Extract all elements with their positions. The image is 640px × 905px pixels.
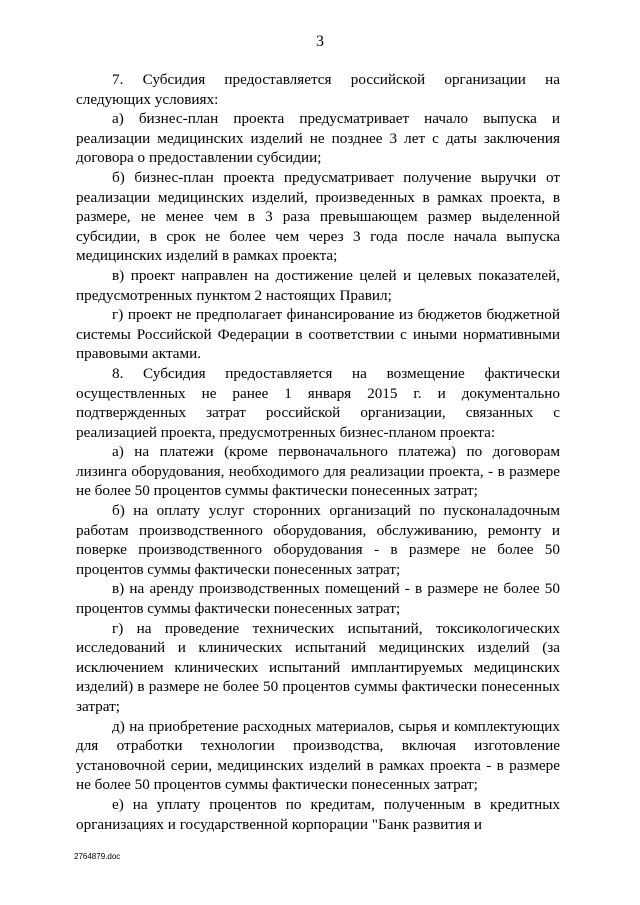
page-number: 3: [316, 33, 324, 50]
paragraph-8a: а) на платежи (кроме первоначального платежа) по договорам лизинга оборудования, необходимого для реализации проекта, - в размере не более 50 процентов суммы фактически понесенных затрат;: [76, 443, 560, 500]
paragraph-8b: б) на оплату услуг сторонних организаций по пусконаладочным работам производственного оборудования, обслуживанию, ремонту и поверке производственного оборудования - в размере не более 50 процентов суммы фактически понесенных затрат;: [76, 502, 560, 578]
paragraph-8v: в) на аренду производственных помещений - в размере не более 50 процентов суммы фактически понесенных затрат;: [76, 580, 560, 618]
paragraph-8g: г) на проведение технических испытаний, токсикологических исследований и клинических испытаний медицинских изделий (за исключением клинических испытаний имплантируемых медицинских изделий) в размере не более 50 процентов суммы фактически понесенных затрат;: [76, 619, 560, 715]
paragraph-7a: а) бизнес-план проекта предусматривает начало выпуска и реализации медицинских изделий не позднее 3 лет с даты заключения договора о предоставлении субсидии;: [76, 110, 560, 167]
paragraph-8: 8. Субсидия предоставляется на возмещение фактически осуществленных не ранее 1 января 2015 г. и документально подтвержденных затрат российской организации, связанных с реализацией проекта, предусмотренных бизнес-планом проекта:: [76, 364, 560, 441]
paragraph-8d: д) на приобретение расходных материалов, сырья и комплектующих для отработки технологии производства, включая изготовление установочной серии, медицинских изделий в рамках проекта - в размере не более 50 процентов суммы фактически понесенных затрат;: [76, 717, 560, 794]
document-body: [76, 70, 560, 834]
footer-doc-id: 2764879.doc: [74, 852, 121, 861]
paragraph-8e: е) на уплату процентов по кредитам, полученным в кредитных организациях и государственной корпорации "Банк развития и: [76, 795, 560, 833]
paragraph-7b: б) бизнес-план проекта предусматривает получение выручки от реализации медицинских изделий, произведенных в рамках проекта, в размере, не менее чем в 3 раза превышающем размер выделенной субсидии, в срок не более чем через 3 года после начала выпуска медицинских изделий в рамках проекта;: [76, 168, 560, 265]
paragraph-7: 7. Субсидия предоставляется российской организации на следующих условиях:: [76, 71, 560, 108]
paragraph-7v: в) проект направлен на достижение целей и целевых показателей, предусмотренных пунктом 2 настоящих Правил;: [76, 266, 560, 304]
paragraph-7g: г) проект не предполагает финансирование из бюджетов бюджетной системы Российской Федерации в соответствии с иными нормативными правовыми актами.: [76, 306, 560, 363]
